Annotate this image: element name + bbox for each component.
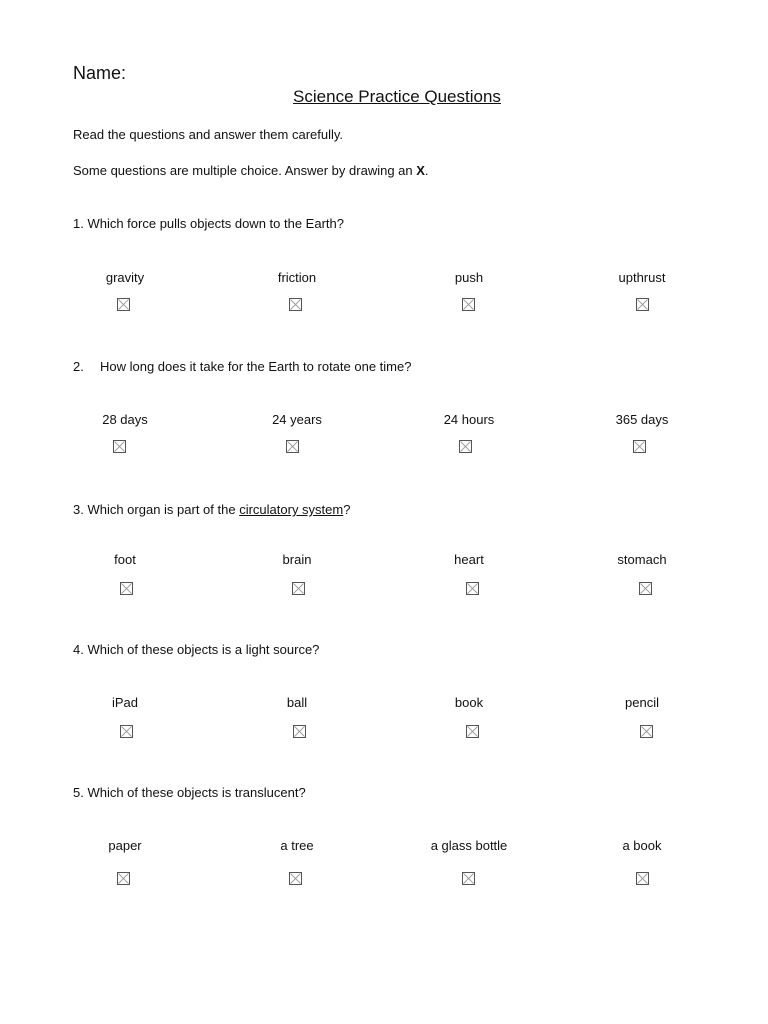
q5-option-3-checkbox-icon[interactable]	[462, 872, 475, 885]
instruction-suffix: .	[424, 163, 429, 178]
q5-option-1-label: paper	[108, 838, 142, 853]
q4-option-2-label: ball	[286, 695, 308, 710]
q2-option-3-label: 24 hours	[443, 412, 495, 427]
q4-option-4-checkbox-icon[interactable]	[640, 725, 653, 738]
q4-option-4-label: pencil	[625, 695, 659, 710]
q5-option-1-checkbox-icon[interactable]	[117, 872, 130, 885]
q3-option-1-checkbox-icon[interactable]	[120, 582, 133, 595]
q2-option-1-checkbox-icon[interactable]	[113, 440, 126, 453]
question-3-underlined-term: circulatory system	[239, 502, 344, 517]
question-3-prefix: 3. Which organ is part of the	[73, 502, 240, 517]
q5-option-2-checkbox-icon[interactable]	[289, 872, 302, 885]
q5-option-3-label: a glass bottle	[430, 838, 508, 853]
q4-option-2-checkbox-icon[interactable]	[293, 725, 306, 738]
q1-option-3-checkbox-icon[interactable]	[462, 298, 475, 311]
q3-option-2-label: brain	[282, 552, 312, 567]
q2-option-1-label: 28 days	[102, 412, 148, 427]
q4-option-1-checkbox-icon[interactable]	[120, 725, 133, 738]
q5-option-2-label: a tree	[280, 838, 314, 853]
page-title: Science Practice Questions	[293, 87, 501, 106]
q1-option-4-checkbox-icon[interactable]	[636, 298, 649, 311]
q3-option-4-checkbox-icon[interactable]	[639, 582, 652, 595]
question-5-text: 5. Which of these objects is translucent?	[73, 785, 306, 800]
q1-option-4-label: upthrust	[618, 270, 666, 285]
q1-option-2-checkbox-icon[interactable]	[289, 298, 302, 311]
q2-option-2-label: 24 years	[272, 412, 322, 427]
name-label: Name:	[73, 63, 127, 83]
question-1-text: 1. Which force pulls objects down to the Earth?	[73, 216, 344, 231]
question-3-text	[73, 502, 350, 517]
q3-option-3-checkbox-icon[interactable]	[466, 582, 479, 595]
q5-option-4-checkbox-icon[interactable]	[636, 872, 649, 885]
q3-option-2-checkbox-icon[interactable]	[292, 582, 305, 595]
q1-option-2-label: friction	[277, 270, 317, 285]
question-2-text	[73, 359, 411, 374]
q2-option-4-checkbox-icon[interactable]	[633, 440, 646, 453]
instruction-text: Some questions are multiple choice. Answer by drawing an	[73, 163, 417, 178]
q2-option-2-checkbox-icon[interactable]	[286, 440, 299, 453]
q1-option-1-checkbox-icon[interactable]	[117, 298, 130, 311]
q5-option-4-label: a book	[622, 838, 662, 853]
q2-option-4-label: 365 days	[615, 412, 669, 427]
q3-option-1-label: foot	[114, 552, 136, 567]
question-2-body: How long does it take for the Earth to rotate one time?	[100, 359, 412, 374]
question-3-suffix: ?	[343, 502, 351, 517]
question-4-text: 4. Which of these objects is a light source?	[73, 642, 320, 657]
q4-option-3-checkbox-icon[interactable]	[466, 725, 479, 738]
instruction-bold-x: X	[416, 163, 425, 178]
q2-option-3-checkbox-icon[interactable]	[459, 440, 472, 453]
q3-option-3-label: heart	[454, 552, 484, 567]
q4-option-3-label: book	[454, 695, 484, 710]
q4-option-1-label: iPad	[111, 695, 139, 710]
question-2-number: 2.	[73, 359, 84, 374]
q1-option-1-label: gravity	[105, 270, 145, 285]
q3-option-4-label: stomach	[617, 552, 667, 567]
instruction-line-1: Read the questions and answer them carefully.	[73, 127, 344, 142]
q1-option-3-label: push	[454, 270, 484, 285]
instruction-line-2	[73, 163, 429, 178]
